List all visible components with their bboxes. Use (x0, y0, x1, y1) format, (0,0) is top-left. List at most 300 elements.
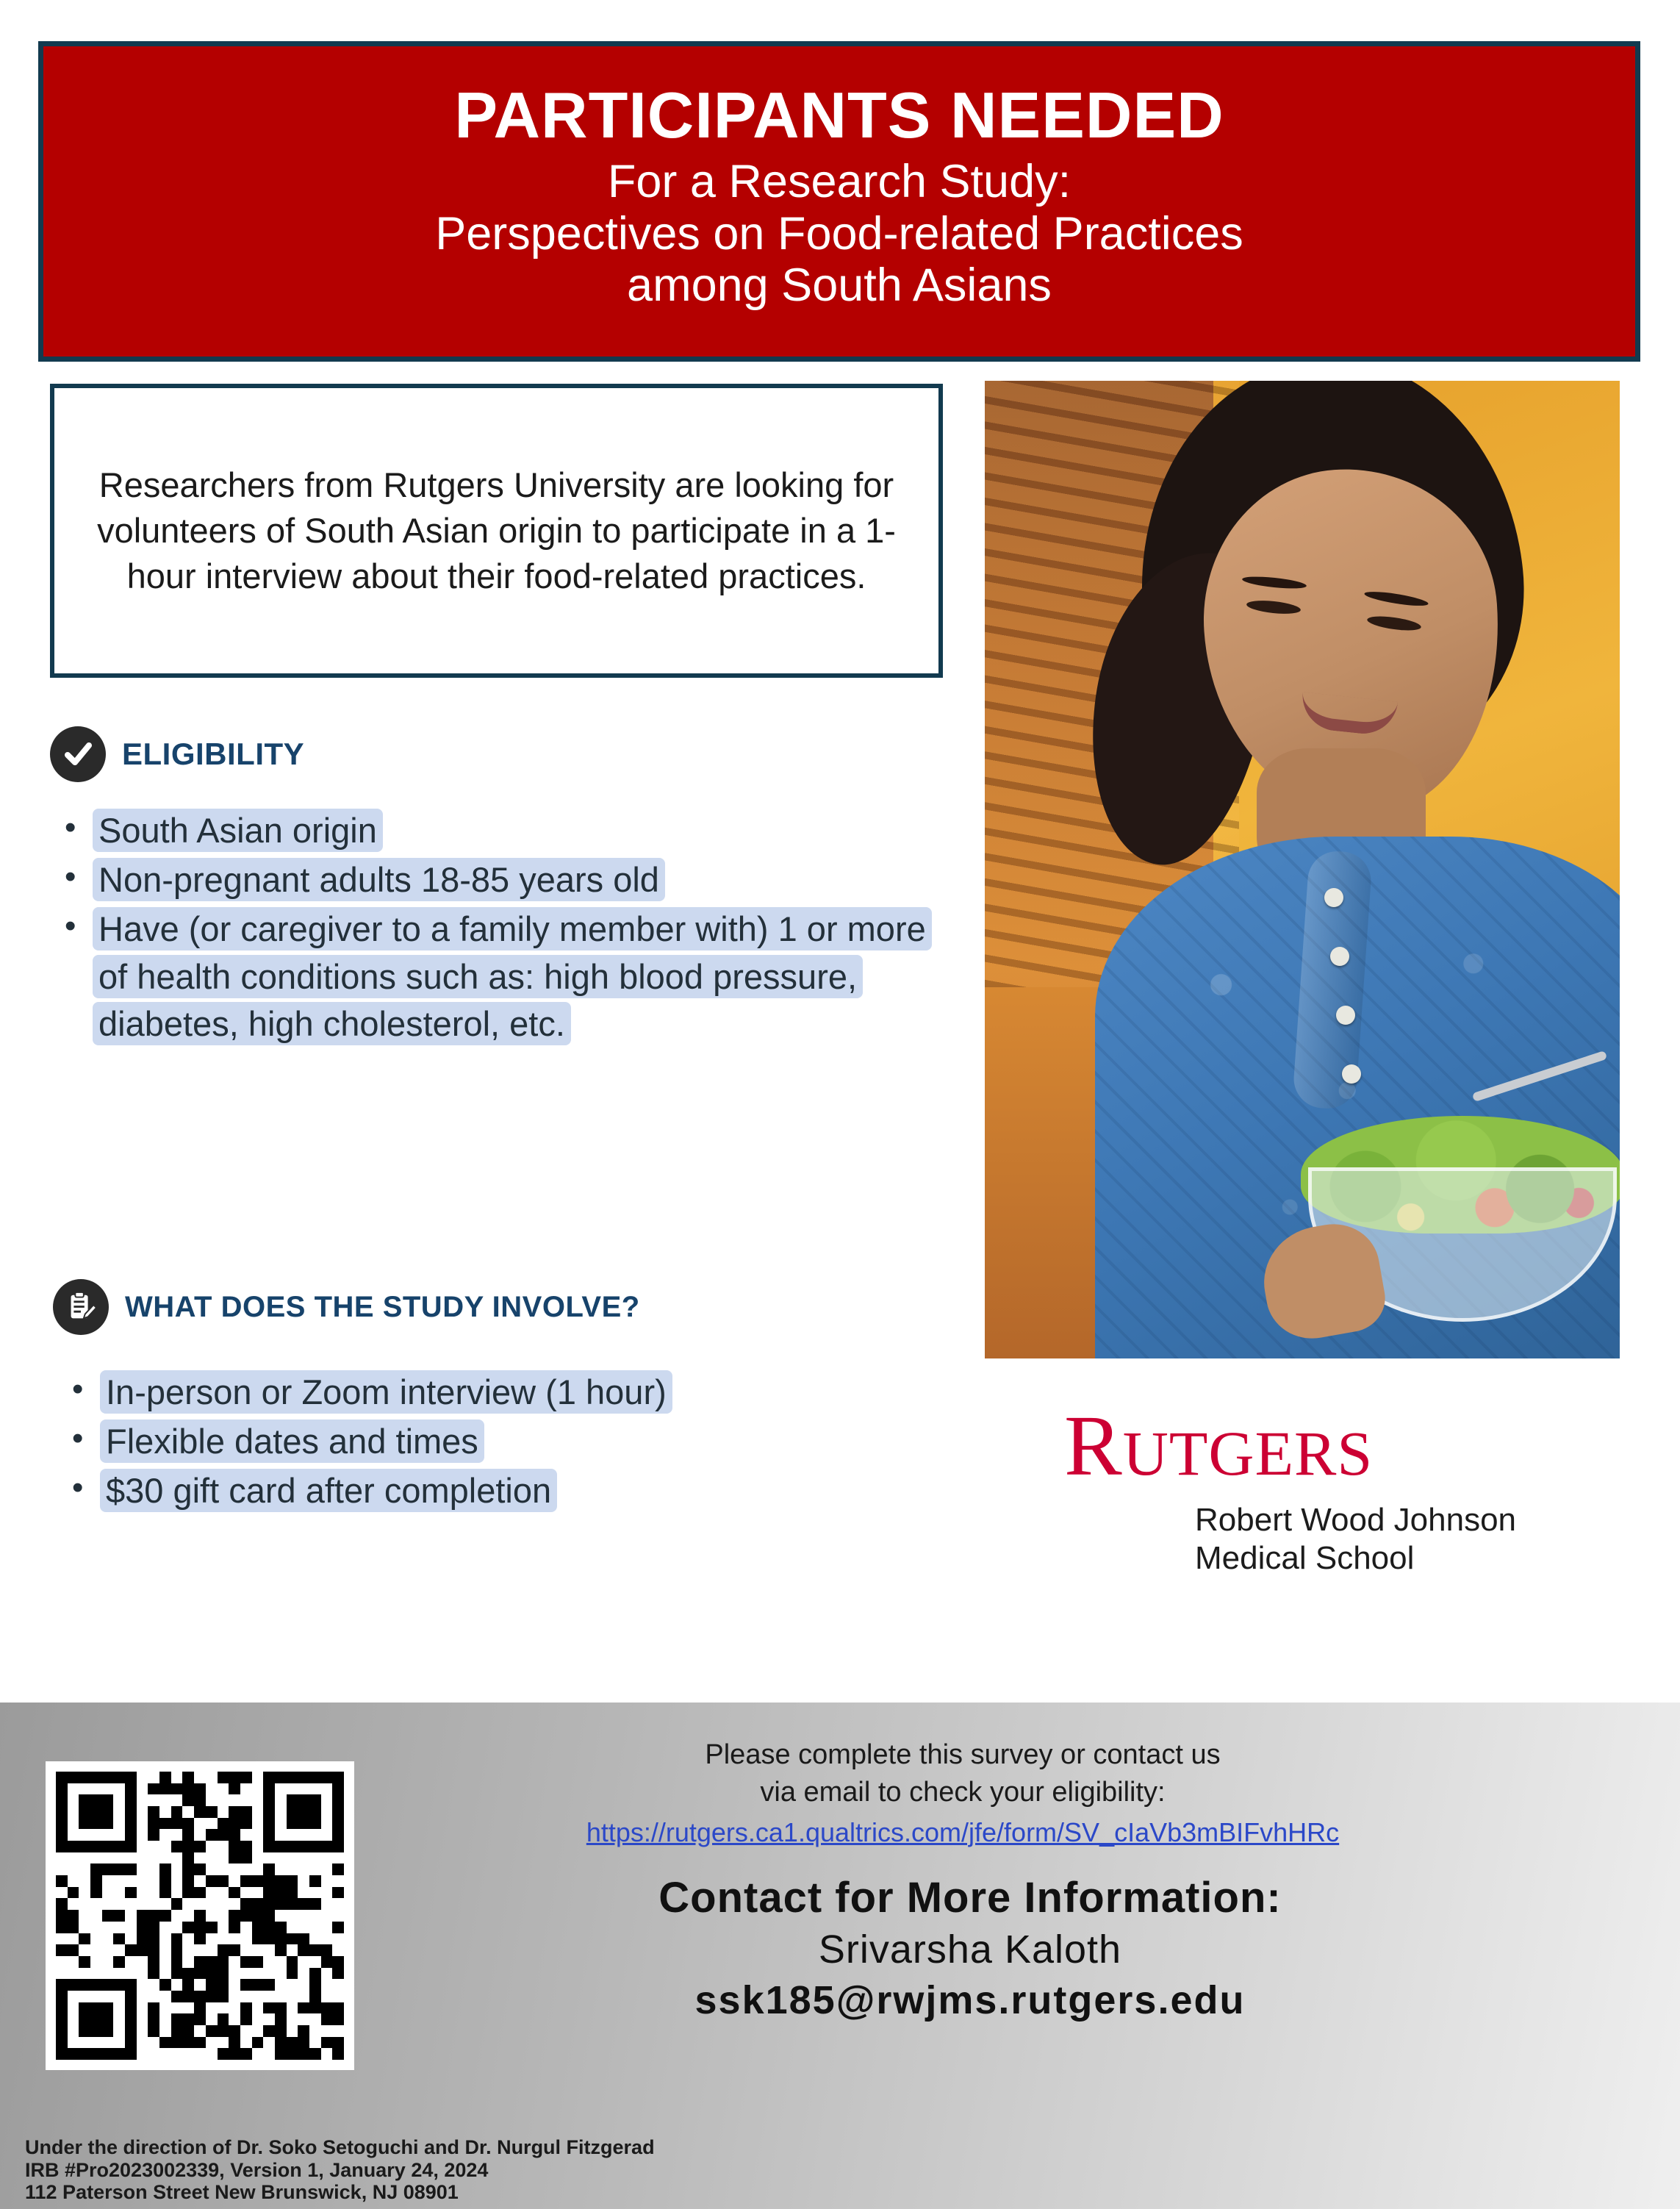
qr-module (171, 1806, 183, 1818)
qr-module (229, 2025, 240, 2037)
qr-module (309, 2025, 321, 2037)
qr-module (229, 1991, 240, 2002)
qr-module (229, 2048, 240, 2060)
qr-module (68, 2013, 79, 2025)
qr-module (182, 1863, 194, 1875)
qr-module (240, 1806, 252, 1818)
qr-module (79, 1783, 90, 1795)
qr-module (159, 1875, 171, 1887)
qr-module (321, 2002, 333, 2014)
qr-module (113, 1922, 125, 1933)
qr-module (252, 2048, 264, 2060)
qr-module (240, 1863, 252, 1875)
qr-module (90, 1783, 102, 1795)
qr-module (287, 1783, 298, 1795)
qr-module (137, 2002, 148, 2014)
qr-module (252, 2002, 264, 2014)
survey-link[interactable]: https://rutgers.ca1.qualtrics.com/jfe/form/SV_cIaVb3mBIFvhHRc (586, 1816, 1340, 1847)
fineprint (25, 2136, 655, 2203)
qr-module (125, 2037, 137, 2049)
qr-module (159, 1979, 171, 1991)
qr-module (148, 1922, 159, 1933)
qr-module (263, 1944, 275, 1956)
qr-module (218, 1968, 229, 1980)
qr-module (194, 1922, 206, 1933)
qr-module (309, 1829, 321, 1841)
qr-module (321, 1968, 333, 1980)
qr-module (56, 1910, 68, 1922)
qr-module (137, 2025, 148, 2037)
qr-module (321, 1887, 333, 1899)
qr-module (68, 1887, 79, 1899)
qr-module (68, 1968, 79, 1980)
qr-module (263, 1991, 275, 2002)
rutgers-wordmark (1064, 1397, 1608, 1494)
check-circle-icon (50, 726, 106, 782)
qr-module (194, 1852, 206, 1864)
contact-block (338, 1872, 1602, 2026)
qr-module (79, 2013, 90, 2025)
qr-module (113, 1933, 125, 1945)
qr-module (137, 1991, 148, 2002)
qr-module (218, 2048, 229, 2060)
qr-module (263, 1783, 275, 1795)
qr-module (321, 1875, 333, 1887)
photo-button (1330, 947, 1349, 966)
qr-module (218, 1783, 229, 1795)
qr-module (309, 1783, 321, 1795)
qr-module (275, 1806, 287, 1818)
qr-module (218, 1979, 229, 1991)
qr-code[interactable] (46, 1761, 354, 2070)
qr-module (263, 1875, 275, 1887)
qr-module (113, 2048, 125, 2060)
qr-module (90, 1875, 102, 1887)
qr-module (102, 2013, 114, 2025)
qr-module (206, 2048, 218, 2060)
study-involve-heading (53, 1279, 640, 1335)
qr-module (90, 1841, 102, 1852)
qr-module (218, 1875, 229, 1887)
qr-module (148, 1829, 159, 1841)
qr-module (159, 1991, 171, 2002)
qr-module (56, 1898, 68, 1910)
qr-module (287, 1875, 298, 1887)
qr-module (56, 1806, 68, 1818)
qr-module (240, 1968, 252, 1980)
qr-module (113, 1910, 125, 1922)
qr-module (252, 1772, 264, 1783)
qr-module (125, 1806, 137, 1818)
qr-module (137, 2037, 148, 2049)
qr-module (194, 1818, 206, 1830)
qr-module (102, 2048, 114, 2060)
qr-module (79, 1818, 90, 1830)
qr-module (309, 1852, 321, 1864)
qr-module (171, 1783, 183, 1795)
qr-module (68, 1933, 79, 1945)
qr-module (102, 1933, 114, 1945)
qr-module (240, 1818, 252, 1830)
qr-module (287, 2013, 298, 2025)
qr-module (79, 2025, 90, 2037)
qr-module (287, 1979, 298, 1991)
qr-module (275, 1956, 287, 1968)
banner-subtitle-line3: among South Asians (627, 259, 1052, 312)
qr-module (182, 2048, 194, 2060)
qr-module (137, 1898, 148, 1910)
qr-module (125, 1863, 137, 1875)
qr-module (206, 1956, 218, 1968)
qr-module (90, 1852, 102, 1864)
rutgers-school-line2: Medical School (1195, 1539, 1415, 1576)
qr-module (102, 1794, 114, 1806)
qr-module (90, 2013, 102, 2025)
qr-module (159, 1968, 171, 1980)
qr-module (148, 1991, 159, 2002)
banner-subtitle-line1: For a Research Study: (607, 156, 1071, 208)
qr-module (182, 1979, 194, 1991)
qr-module (218, 1933, 229, 1945)
qr-module (113, 1772, 125, 1783)
qr-module (159, 1852, 171, 1864)
qr-module (79, 1863, 90, 1875)
qr-module (194, 1772, 206, 1783)
qr-module (182, 1968, 194, 1980)
qr-module (298, 2013, 309, 2025)
qr-module (298, 2002, 309, 2014)
contact-name: Srivarsha Kaloth (818, 1927, 1122, 1972)
qr-module (321, 1841, 333, 1852)
qr-module (182, 2037, 194, 2049)
qr-module (240, 1852, 252, 1864)
qr-module (309, 1898, 321, 1910)
qr-module (113, 1806, 125, 1818)
qr-module (287, 1968, 298, 1980)
qr-module (240, 1841, 252, 1852)
qr-module (321, 2048, 333, 2060)
qr-module (298, 1933, 309, 1945)
qr-module (79, 1829, 90, 1841)
qr-module (206, 2037, 218, 2049)
qr-module (125, 1922, 137, 1933)
qr-module (102, 1944, 114, 1956)
qr-module (137, 1806, 148, 1818)
eligibility-heading-label: ELIGIBILITY (122, 737, 305, 771)
qr-module (125, 1794, 137, 1806)
qr-module (79, 2048, 90, 2060)
contact-email[interactable]: ssk185@rwjms.rutgers.edu (694, 1978, 1246, 2022)
qr-module (229, 1968, 240, 1980)
qr-module (206, 1887, 218, 1899)
qr-module (252, 1991, 264, 2002)
fineprint-line3: 112 Paterson Street New Brunswick, NJ 08901 (25, 2180, 459, 2203)
qr-module (159, 1898, 171, 1910)
list-item (51, 856, 955, 904)
qr-module (263, 1979, 275, 1991)
qr-module (125, 1968, 137, 1980)
qr-module (287, 1841, 298, 1852)
qr-module (321, 1910, 333, 1922)
qr-module (218, 1910, 229, 1922)
qr-module (125, 1944, 137, 1956)
qr-module (287, 1829, 298, 1841)
qr-module (240, 1933, 252, 1945)
qr-module (206, 2013, 218, 2025)
qr-module (148, 1933, 159, 1945)
qr-module (56, 1818, 68, 1830)
qr-module (229, 1806, 240, 1818)
qr-module (240, 1875, 252, 1887)
qr-module (240, 2013, 252, 2025)
qr-module (113, 1818, 125, 1830)
qr-module (90, 2002, 102, 2014)
qr-module (252, 1898, 264, 1910)
qr-module (113, 1887, 125, 1899)
qr-module (182, 1806, 194, 1818)
banner-subtitle (435, 156, 1243, 312)
qr-module (263, 1806, 275, 1818)
qr-module (90, 1933, 102, 1945)
qr-module (137, 1818, 148, 1830)
qr-module (159, 2013, 171, 2025)
qr-module (298, 1806, 309, 1818)
qr-module (90, 1922, 102, 1933)
qr-module (182, 1910, 194, 1922)
qr-module (263, 2002, 275, 2014)
qr-module (148, 1783, 159, 1795)
study-involve-list (59, 1369, 963, 1517)
qr-module (263, 2037, 275, 2049)
qr-module (275, 1933, 287, 1945)
qr-module (218, 1991, 229, 2002)
qr-module (298, 1991, 309, 2002)
qr-module (252, 1852, 264, 1864)
qr-module (148, 1968, 159, 1980)
qr-module (56, 1841, 68, 1852)
qr-module (321, 1944, 333, 1956)
qr-module (182, 2002, 194, 2014)
qr-module (171, 1887, 183, 1899)
qr-module (321, 1852, 333, 1864)
qr-module (79, 2002, 90, 2014)
qr-module (298, 1968, 309, 1980)
qr-module (263, 1933, 275, 1945)
qr-module (206, 1829, 218, 1841)
qr-module (194, 2025, 206, 2037)
qr-module (206, 1841, 218, 1852)
qr-module (332, 1852, 344, 1864)
qr-module (194, 1863, 206, 1875)
qr-module (309, 1841, 321, 1852)
qr-module (218, 1956, 229, 1968)
qr-module (68, 1806, 79, 1818)
list-item (59, 1369, 963, 1417)
qr-module (125, 1956, 137, 1968)
qr-module (252, 1956, 264, 1968)
qr-module (90, 1944, 102, 1956)
qr-module (218, 2013, 229, 2025)
qr-module (56, 1852, 68, 1864)
qr-module (321, 1794, 333, 1806)
qr-module (148, 2013, 159, 2025)
qr-module (218, 1829, 229, 1841)
qr-module (275, 1944, 287, 1956)
qr-module (206, 1944, 218, 1956)
qr-module (206, 1933, 218, 1945)
qr-module (171, 1841, 183, 1852)
qr-module (206, 2025, 218, 2037)
qr-module (137, 1944, 148, 1956)
qr-module (125, 1991, 137, 2002)
qr-module (194, 1887, 206, 1899)
qr-module (113, 1991, 125, 2002)
qr-module (229, 1944, 240, 1956)
qr-module (102, 1991, 114, 2002)
qr-module (252, 1979, 264, 1991)
qr-module (171, 1922, 183, 1933)
qr-module (56, 1794, 68, 1806)
list-item (51, 906, 955, 1049)
qr-module (252, 1863, 264, 1875)
qr-module (287, 1922, 298, 1933)
qr-module (102, 1783, 114, 1795)
qr-module (240, 1783, 252, 1795)
qr-module (148, 2037, 159, 2049)
qr-module (229, 1841, 240, 1852)
qr-module (229, 1956, 240, 1968)
qr-module (79, 1887, 90, 1899)
qr-module (68, 1863, 79, 1875)
qr-module (79, 1991, 90, 2002)
qr-module (309, 1794, 321, 1806)
qr-module (68, 1841, 79, 1852)
qr-module (102, 2002, 114, 2014)
qr-module (287, 1818, 298, 1830)
qr-module (171, 2002, 183, 2014)
qr-module (309, 1991, 321, 2002)
qr-module (252, 1818, 264, 1830)
qr-module (252, 1887, 264, 1899)
qr-module (206, 1818, 218, 1830)
photo-button (1324, 888, 1343, 907)
qr-module (194, 1794, 206, 1806)
qr-module (79, 1794, 90, 1806)
qr-module (298, 1979, 309, 1991)
qr-module (125, 1933, 137, 1945)
qr-module (171, 1772, 183, 1783)
qr-module (298, 2037, 309, 2049)
fineprint-line2: IRB #Pro2023002339, Version 1, January 24, 2024 (25, 2158, 489, 2181)
qr-module (298, 2025, 309, 2037)
rutgers-wordmark-rest: UTGERS (1122, 1418, 1374, 1489)
qr-module (137, 2048, 148, 2060)
qr-module (102, 2025, 114, 2037)
photo-button (1342, 1064, 1361, 1084)
qr-module (298, 1852, 309, 1864)
qr-module (182, 1772, 194, 1783)
qr-module (79, 1852, 90, 1864)
qr-module (90, 1794, 102, 1806)
qr-module (102, 1956, 114, 1968)
qr-module (113, 1783, 125, 1795)
qr-module (90, 1829, 102, 1841)
qr-module (298, 1863, 309, 1875)
qr-module (182, 1887, 194, 1899)
banner-subtitle-line2: Perspectives on Food-related Practices (435, 207, 1243, 259)
qr-module (309, 1956, 321, 1968)
qr-module (102, 1887, 114, 1899)
qr-module (148, 2025, 159, 2037)
qr-module (287, 1772, 298, 1783)
qr-module (206, 1783, 218, 1795)
qr-module (229, 1933, 240, 1945)
qr-module (275, 1875, 287, 1887)
qr-module (275, 1991, 287, 2002)
qr-module (240, 1887, 252, 1899)
qr-module (159, 1887, 171, 1899)
qr-code-grid (56, 1772, 344, 2060)
qr-module (56, 1829, 68, 1841)
qr-module (171, 1956, 183, 1968)
qr-module (309, 1968, 321, 1980)
qr-module (275, 1783, 287, 1795)
qr-module (171, 2013, 183, 2025)
qr-module (113, 2025, 125, 2037)
contact-heading: Contact for More Information: (658, 1874, 1282, 1922)
qr-module (159, 1772, 171, 1783)
qr-module (309, 2002, 321, 2014)
fineprint-line1: Under the direction of Dr. Soko Setoguchi and Dr. Nurgul Fitzgerad (25, 2136, 655, 2159)
qr-module (137, 1968, 148, 1980)
qr-module (287, 1887, 298, 1899)
qr-module (56, 1772, 68, 1783)
qr-module (309, 1910, 321, 1922)
qr-module (171, 1933, 183, 1945)
qr-module (218, 1898, 229, 1910)
qr-module (206, 1794, 218, 1806)
qr-module (102, 1898, 114, 1910)
qr-module (125, 1875, 137, 1887)
qr-module (287, 2025, 298, 2037)
qr-module (275, 1898, 287, 1910)
qr-module (321, 1772, 333, 1783)
qr-module (206, 1852, 218, 1864)
qr-module (321, 2025, 333, 2037)
qr-module (68, 2002, 79, 2014)
eligibility-item-0: South Asian origin (93, 809, 383, 852)
qr-module (79, 1922, 90, 1933)
qr-module (182, 1898, 194, 1910)
qr-module (171, 1875, 183, 1887)
qr-module (68, 1852, 79, 1864)
qr-module (79, 1910, 90, 1922)
qr-module (171, 1910, 183, 1922)
qr-module (113, 1875, 125, 1887)
qr-module (263, 1898, 275, 1910)
qr-module (194, 1841, 206, 1852)
qr-module (113, 1898, 125, 1910)
qr-module (90, 1956, 102, 1968)
qr-module (90, 1806, 102, 1818)
qr-module (79, 1772, 90, 1783)
rutgers-wordmark-initial: R (1064, 1397, 1123, 1494)
qr-module (90, 2048, 102, 2060)
qr-module (125, 1898, 137, 1910)
qr-module (298, 1910, 309, 1922)
qr-module (90, 1898, 102, 1910)
qr-module (275, 1829, 287, 1841)
